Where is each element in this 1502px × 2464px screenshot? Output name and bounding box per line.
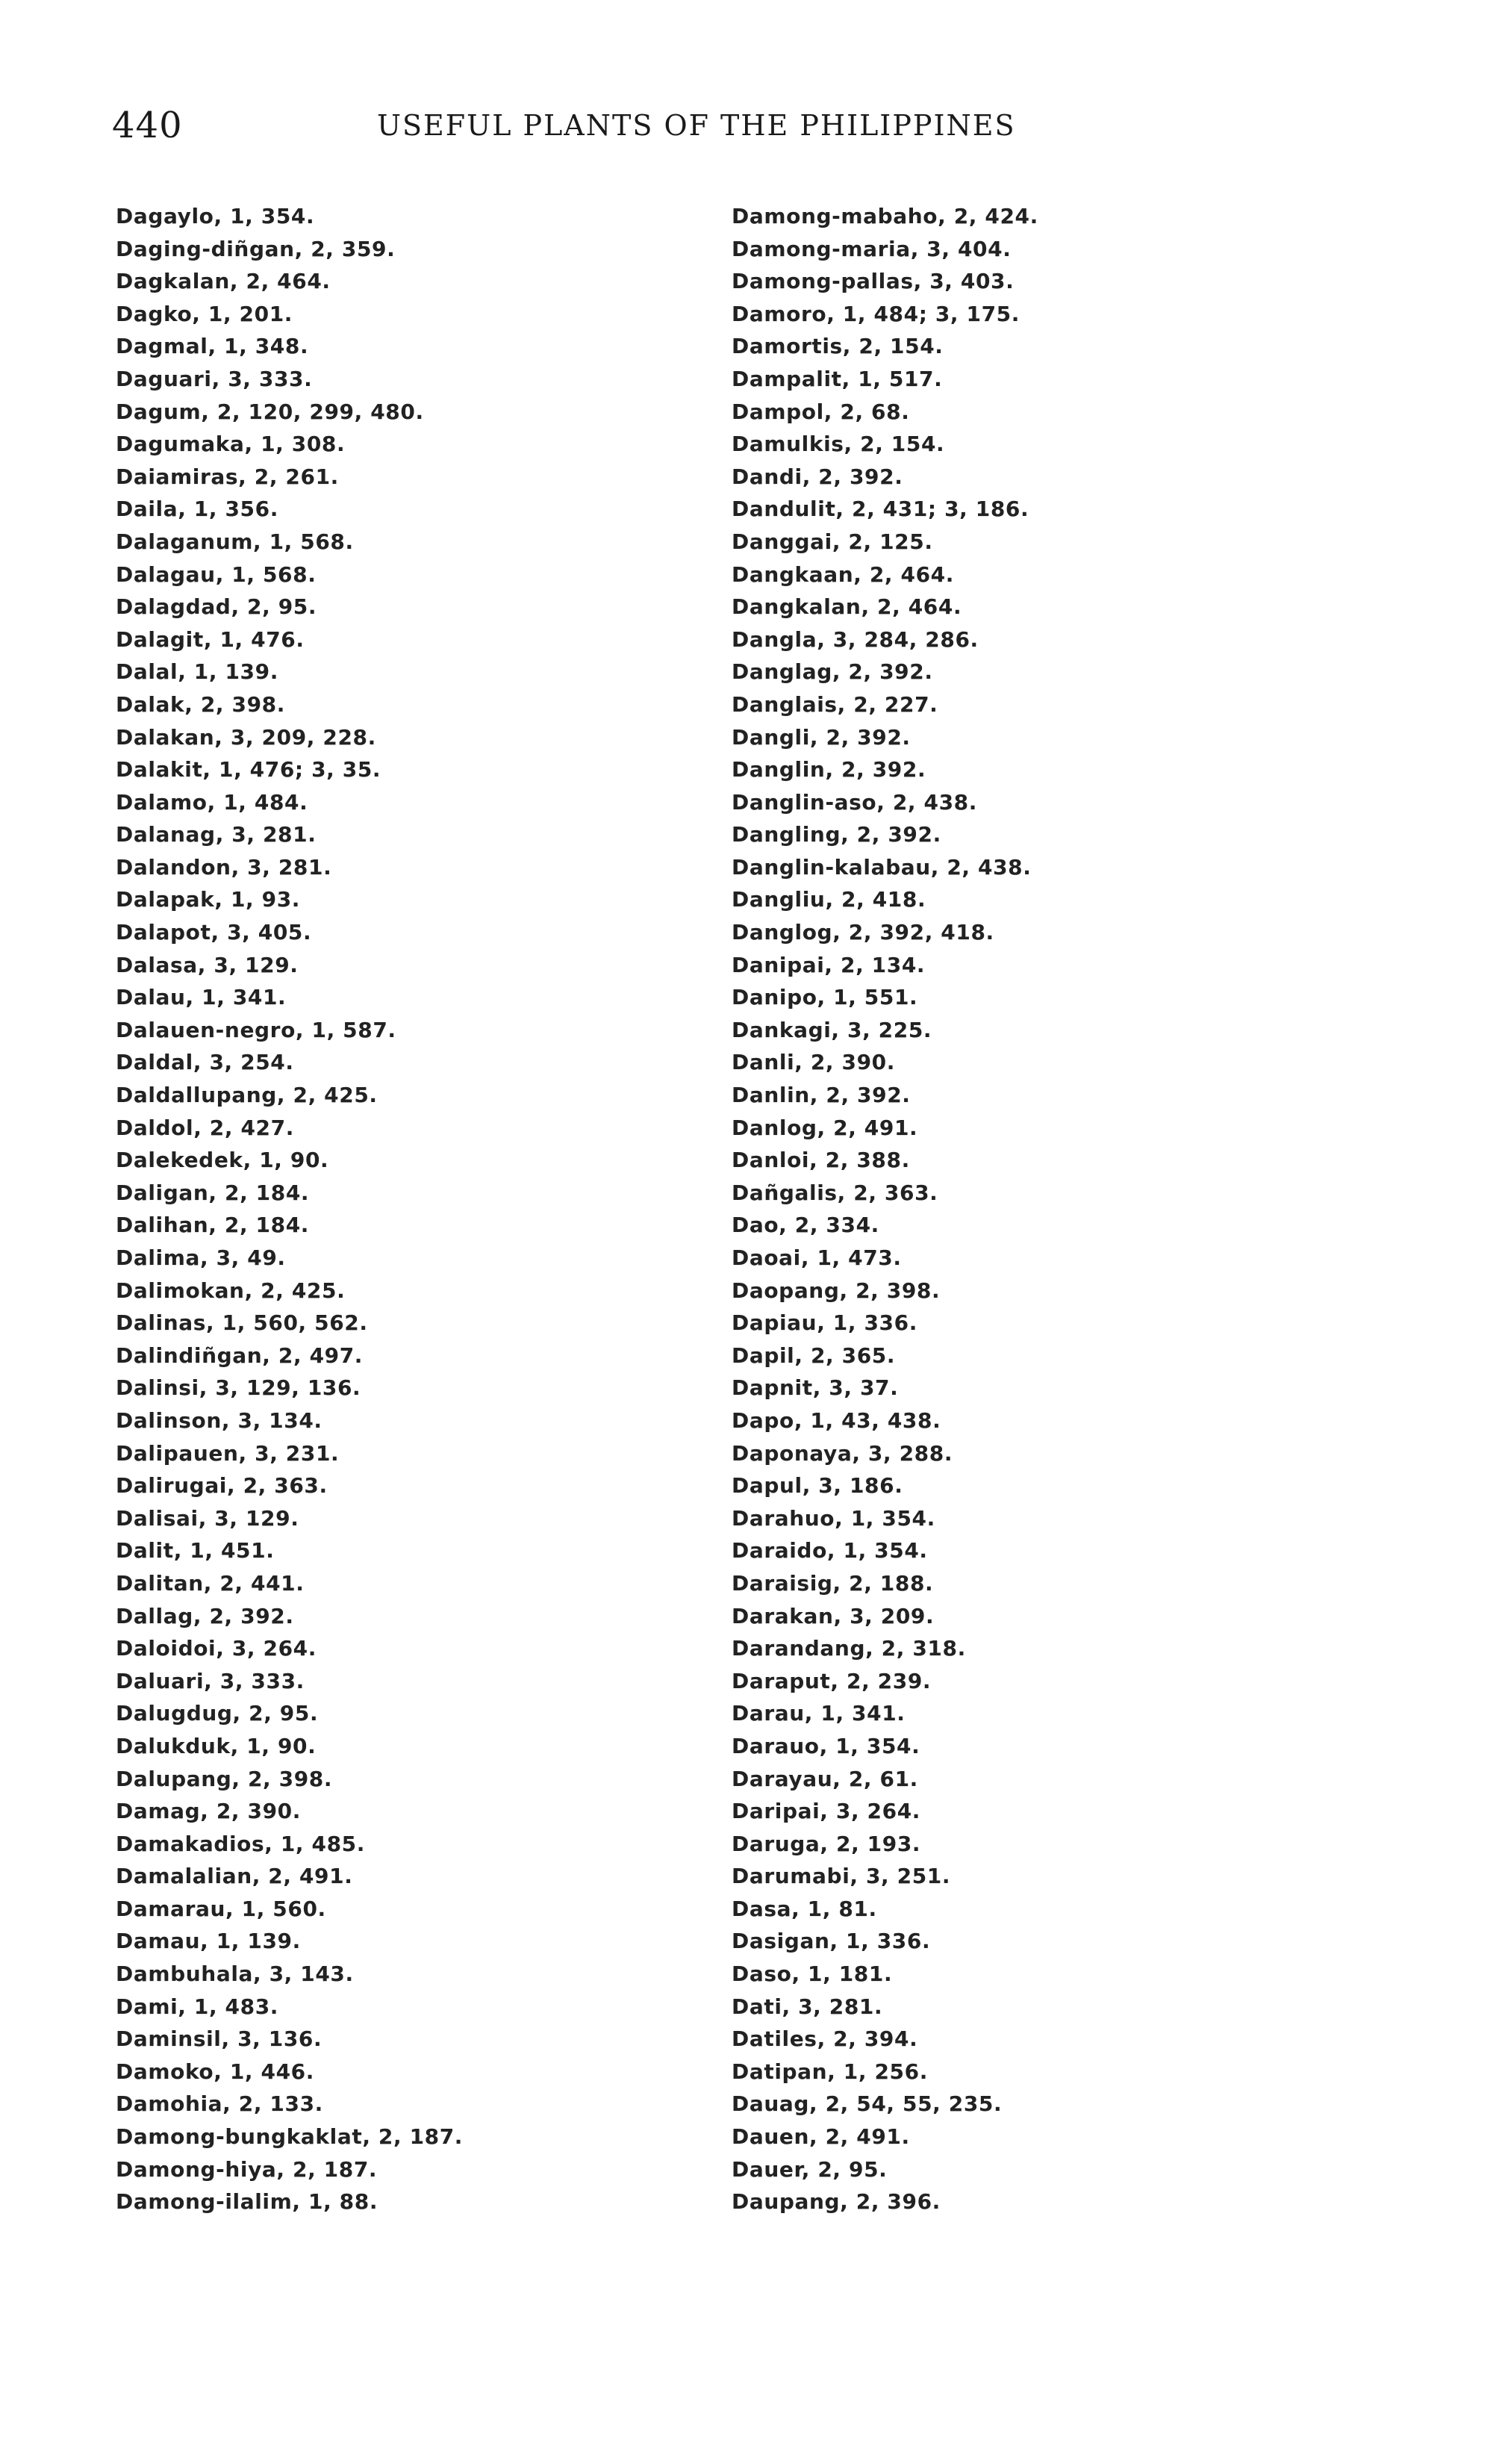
index-entry: Daponaya, 3, 288. bbox=[732, 1440, 953, 1466]
index-entry: Danglin-kalabau, 2, 438. bbox=[732, 854, 1032, 880]
index-entry: Dalinas, 1, 560, 562. bbox=[116, 1310, 368, 1336]
index-entry: Daldol, 2, 427. bbox=[116, 1115, 294, 1140]
index-entry: Dalapot, 3, 405. bbox=[116, 920, 312, 945]
index-entry: Dallag, 2, 392. bbox=[116, 1603, 294, 1628]
index-entry: Damarau, 1, 560. bbox=[116, 1896, 326, 1921]
index-entry: Dangkaan, 2, 464. bbox=[732, 561, 954, 587]
index-entry: Dalakit, 1, 476; 3, 35. bbox=[116, 757, 381, 783]
index-entry: Daloidoi, 3, 264. bbox=[116, 1636, 317, 1661]
index-entry: Dagkalan, 2, 464. bbox=[116, 269, 331, 294]
index-entry: Dandulit, 2, 431; 3, 186. bbox=[732, 497, 1029, 522]
index-entry: Danli, 2, 390. bbox=[732, 1050, 896, 1075]
index-entry: Datipan, 1, 256. bbox=[732, 2059, 928, 2084]
index-entry: Dankagi, 3, 225. bbox=[732, 1017, 932, 1042]
index-entry: Dalakan, 3, 209, 228. bbox=[116, 724, 376, 750]
index-entry: Daupang, 2, 396. bbox=[732, 2189, 941, 2215]
index-entry: Dalasa, 3, 129. bbox=[116, 952, 299, 977]
index-column-left bbox=[116, 200, 713, 2218]
index-entry: Dalirugai, 2, 363. bbox=[116, 1473, 328, 1499]
index-entry: Darauo, 1, 354. bbox=[732, 1733, 920, 1758]
index-entry: Dalaganum, 1, 568. bbox=[116, 529, 354, 554]
index-entry: Daging-diñgan, 2, 359. bbox=[116, 236, 396, 261]
index-entry: Danglin, 2, 392. bbox=[732, 757, 926, 783]
index-entry: Daoai, 1, 473. bbox=[732, 1245, 902, 1270]
index-entry: Darandang, 2, 318. bbox=[732, 1636, 966, 1661]
index-entry: Dangli, 2, 392. bbox=[732, 724, 911, 750]
index-entry: Damag, 2, 390. bbox=[116, 1799, 301, 1824]
index-entry: Damong-ilalim, 1, 88. bbox=[116, 2189, 378, 2215]
index-entry: Damoro, 1, 484; 3, 175. bbox=[732, 301, 1020, 326]
index-entry: Dalanag, 3, 281. bbox=[116, 822, 317, 847]
index-entry: Daminsil, 3, 136. bbox=[116, 2026, 322, 2052]
index-entry: Dalima, 3, 49. bbox=[116, 1245, 286, 1270]
index-entry: Dapnit, 3, 37. bbox=[732, 1375, 899, 1401]
index-entry: Damong-bungkaklat, 2, 187. bbox=[116, 2124, 464, 2150]
index-entry: Dalal, 1, 139. bbox=[116, 659, 278, 685]
index-entry: Danipo, 1, 551. bbox=[732, 985, 918, 1010]
index-entry: Daraido, 1, 354. bbox=[732, 1538, 928, 1564]
index-entry: Dauag, 2, 54, 55, 235. bbox=[732, 2091, 1003, 2117]
index-entry: Daopang, 2, 398. bbox=[732, 1278, 941, 1303]
index-entry: Dalindiñgan, 2, 497. bbox=[116, 1343, 364, 1368]
index-entry: Danipai, 2, 134. bbox=[732, 952, 926, 977]
index-entry: Darayau, 2, 61. bbox=[732, 1766, 918, 1791]
index-entry: Dalit, 1, 451. bbox=[116, 1538, 275, 1564]
index-entry: Daldal, 3, 254. bbox=[116, 1050, 294, 1075]
index-entry: Dalipauen, 3, 231. bbox=[116, 1440, 340, 1466]
index-entry: Dagum, 2, 120, 299, 480. bbox=[116, 399, 424, 424]
running-title: USEFUL PLANTS OF THE PHILIPPINES bbox=[377, 109, 1016, 142]
index-entry: Dagmal, 1, 348. bbox=[116, 334, 309, 359]
index-entry: Dalinson, 3, 134. bbox=[116, 1407, 322, 1433]
index-entry: Dalau, 1, 341. bbox=[116, 985, 287, 1010]
index-entry: Dandi, 2, 392. bbox=[732, 464, 903, 489]
index-entry: Danlog, 2, 491. bbox=[732, 1115, 918, 1140]
index-entry: Danglog, 2, 392, 418. bbox=[732, 920, 994, 945]
index-entry: Danlin, 2, 392. bbox=[732, 1083, 911, 1108]
index-entry: Damong-mabaho, 2, 424. bbox=[732, 204, 1038, 228]
index-entry: Dalinsi, 3, 129, 136. bbox=[116, 1375, 361, 1401]
index-entry: Daguari, 3, 333. bbox=[116, 366, 313, 391]
index-entry: Dalagit, 1, 476. bbox=[116, 626, 305, 652]
index-entry: Daligan, 2, 184. bbox=[116, 1180, 310, 1205]
index-entry: Datiles, 2, 394. bbox=[732, 2026, 918, 2052]
index-entry: Dampol, 2, 68. bbox=[732, 399, 910, 424]
index-entry: Dambuhala, 3, 143. bbox=[116, 1961, 354, 1987]
index-entry: Danglais, 2, 227. bbox=[732, 691, 938, 717]
index-entry: Daruga, 2, 193. bbox=[732, 1831, 921, 1856]
index-entry: Damohia, 2, 133. bbox=[116, 2091, 323, 2117]
index-entry: Dasa, 1, 81. bbox=[732, 1896, 877, 1921]
index-entry: Daila, 1, 356. bbox=[116, 497, 278, 522]
index-entry: Dati, 3, 281. bbox=[732, 1994, 883, 2019]
index-entry: Dalisai, 3, 129. bbox=[116, 1505, 299, 1531]
index-entry: Damong-maria, 3, 404. bbox=[732, 236, 1012, 261]
page-header bbox=[112, 105, 1045, 164]
index-entry: Dami, 1, 483. bbox=[116, 1994, 279, 2019]
index-entry: Dapul, 3, 186. bbox=[732, 1473, 903, 1499]
index-entry: Dalihan, 2, 184. bbox=[116, 1213, 310, 1238]
index-entry: Dalagdad, 2, 95. bbox=[116, 594, 317, 620]
index-entry: Dagumaka, 1, 308. bbox=[116, 432, 346, 457]
index-entry: Dagko, 1, 201. bbox=[116, 301, 293, 326]
index-entry: Daluari, 3, 333. bbox=[116, 1668, 305, 1693]
index-entry: Dasigan, 1, 336. bbox=[732, 1929, 931, 1954]
index-entry: Damong-pallas, 3, 403. bbox=[732, 269, 1015, 294]
index-entry: Danglin-aso, 2, 438. bbox=[732, 789, 977, 815]
index-entry: Damau, 1, 139. bbox=[116, 1929, 301, 1954]
index-entry: Damoko, 1, 446. bbox=[116, 2059, 314, 2084]
index-entry: Dao, 2, 334. bbox=[732, 1213, 879, 1238]
index-entry: Dagaylo, 1, 354. bbox=[116, 204, 315, 228]
index-entry: Dalitan, 2, 441. bbox=[116, 1570, 305, 1596]
index-entry: Dalukduk, 1, 90. bbox=[116, 1733, 317, 1758]
index-entry: Daso, 1, 181. bbox=[732, 1961, 893, 1987]
index-entry: Daripai, 3, 264. bbox=[732, 1799, 921, 1824]
index-entry: Dangling, 2, 392. bbox=[732, 822, 941, 847]
index-column-right bbox=[732, 200, 1329, 2218]
index-entry: Dalandon, 3, 281. bbox=[116, 854, 332, 880]
index-entry: Dangla, 3, 284, 286. bbox=[732, 626, 979, 652]
index-entry: Damong-hiya, 2, 187. bbox=[116, 2156, 378, 2182]
index-entry: Danglag, 2, 392. bbox=[732, 659, 933, 685]
index-entry: Dauen, 2, 491. bbox=[732, 2124, 910, 2150]
index-entry: Dalauen-negro, 1, 587. bbox=[116, 1017, 396, 1042]
index-entry: Dañgalis, 2, 363. bbox=[732, 1180, 938, 1205]
index-entry: Damortis, 2, 154. bbox=[732, 334, 944, 359]
index-entry: Darau, 1, 341. bbox=[732, 1701, 906, 1726]
index-entry: Darakan, 3, 209. bbox=[732, 1603, 935, 1628]
index-entry: Dalak, 2, 398. bbox=[116, 691, 285, 717]
index-entry: Damalalian, 2, 491. bbox=[116, 1864, 353, 1889]
index-entry: Dalamo, 1, 484. bbox=[116, 789, 308, 815]
index-entry: Dalapak, 1, 93. bbox=[116, 887, 301, 912]
index-entry: Daraisig, 2, 188. bbox=[732, 1570, 934, 1596]
page-number: 440 bbox=[112, 105, 183, 146]
index-entry: Dapo, 1, 43, 438. bbox=[732, 1407, 941, 1433]
index-entry: Darumabi, 3, 251. bbox=[732, 1864, 951, 1889]
index-entry: Dalimokan, 2, 425. bbox=[116, 1278, 346, 1303]
index-entry: Dangliu, 2, 418. bbox=[732, 887, 926, 912]
index-entry: Dampalit, 1, 517. bbox=[732, 366, 943, 391]
index-entry: Darahuo, 1, 354. bbox=[732, 1505, 935, 1531]
index-entry: Daldallupang, 2, 425. bbox=[116, 1083, 378, 1108]
index-entry: Damakadios, 1, 485. bbox=[116, 1831, 366, 1856]
index-entry: Daraput, 2, 239. bbox=[732, 1668, 932, 1693]
index-entry: Dalugdug, 2, 95. bbox=[116, 1701, 319, 1726]
index-entry: Dauer, 2, 95. bbox=[732, 2156, 888, 2182]
index-entry: Damulkis, 2, 154. bbox=[732, 432, 945, 457]
index-entry: Dalekedek, 1, 90. bbox=[116, 1148, 329, 1173]
index-entry: Danggai, 2, 125. bbox=[732, 529, 933, 554]
index-entry: Daiamiras, 2, 261. bbox=[116, 464, 339, 489]
index-entry: Dangkalan, 2, 464. bbox=[732, 594, 962, 620]
index-entry: Dapil, 2, 365. bbox=[732, 1343, 896, 1368]
index-entry: Dalagau, 1, 568. bbox=[116, 561, 317, 587]
index-entry: Dapiau, 1, 336. bbox=[732, 1310, 917, 1336]
index-entry: Dalupang, 2, 398. bbox=[116, 1766, 333, 1791]
index-entry: Danloi, 2, 388. bbox=[732, 1148, 910, 1173]
